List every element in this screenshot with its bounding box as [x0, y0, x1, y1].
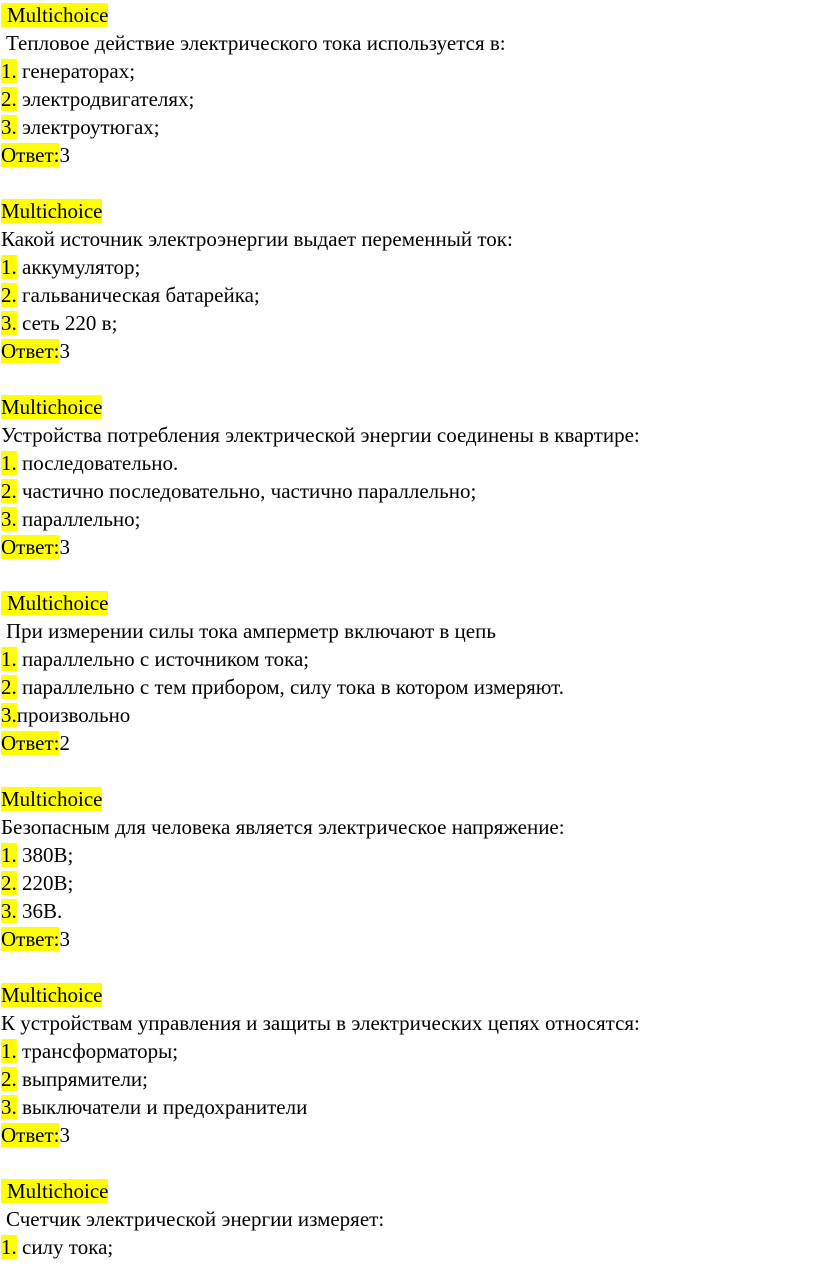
option-number: 3.	[1, 507, 17, 531]
option-item	[0, 505, 816, 533]
option-item	[0, 85, 816, 113]
question-type-line	[0, 1177, 816, 1205]
question-text: При измерении силы тока амперметр включают в цепь	[6, 619, 496, 643]
question-text: Тепловое действие электрического тока используется в:	[6, 31, 506, 55]
option-item	[0, 449, 816, 477]
option-item	[0, 1093, 816, 1121]
option-item	[0, 281, 816, 309]
option-number: 2.	[1, 675, 17, 699]
answer-line	[0, 533, 816, 561]
question-type-line	[0, 197, 816, 225]
option-text: сеть 220 в;	[16, 311, 118, 335]
option-number: 1.	[1, 255, 17, 279]
option-number: 3.	[1, 311, 17, 335]
blank-line	[0, 561, 816, 589]
option-text: произвольно	[16, 703, 131, 727]
option-number: 2.	[1, 479, 17, 503]
option-item	[0, 1037, 816, 1065]
question-type-line	[0, 785, 816, 813]
option-item	[0, 673, 816, 701]
answer-label: Ответ:	[1, 339, 60, 363]
option-text: генераторах;	[16, 59, 136, 83]
blank-line	[0, 365, 816, 393]
option-text: выпрямители;	[16, 1067, 148, 1091]
option-text: силу тока;	[16, 1235, 114, 1259]
answer-line	[0, 925, 816, 953]
option-text: параллельно;	[16, 507, 141, 531]
question-text: Счетчик электрической энергии измеряет:	[6, 1207, 385, 1231]
option-item	[0, 869, 816, 897]
answer-value: 3	[59, 143, 70, 167]
option-number: 2.	[1, 871, 17, 895]
blank-line	[0, 757, 816, 785]
option-text: параллельно с тем прибором, силу тока в котором измеряют.	[16, 675, 565, 699]
option-number: 3.	[1, 115, 17, 139]
answer-line	[0, 337, 816, 365]
option-text: частично последовательно, частично параллельно;	[16, 479, 477, 503]
question-block	[0, 197, 816, 393]
question-type-label: Multichoice	[1, 199, 103, 223]
option-item	[0, 1065, 816, 1093]
answer-line	[0, 729, 816, 757]
option-item	[0, 897, 816, 925]
answer-label: Ответ:	[1, 143, 60, 167]
question-block	[0, 785, 816, 981]
answer-label: Ответ:	[1, 535, 60, 559]
option-number: 1.	[1, 1235, 17, 1259]
option-text: параллельно с источником тока;	[16, 647, 310, 671]
answer-value: 3	[59, 535, 70, 559]
answer-label: Ответ:	[1, 1123, 60, 1147]
answer-line	[0, 141, 816, 169]
question-text: К устройствам управления и защиты в электрических цепях относятся:	[1, 1011, 640, 1035]
question-type-line	[0, 589, 816, 617]
question-type-line	[0, 981, 816, 1009]
answer-label: Ответ:	[1, 927, 60, 951]
option-item	[0, 477, 816, 505]
question-type-label: Multichoice	[1, 3, 108, 27]
question-type-line	[0, 393, 816, 421]
option-number: 2.	[1, 283, 17, 307]
option-number: 3.	[1, 703, 17, 727]
question-text: Безопасным для человека является электрическое напряжение:	[1, 815, 565, 839]
answer-value: 2	[59, 731, 70, 755]
option-text: гальваническая батарейка;	[16, 283, 260, 307]
option-item	[0, 309, 816, 337]
blank-line	[0, 953, 816, 981]
option-item	[0, 645, 816, 673]
answer-value: 3	[59, 1123, 70, 1147]
option-number: 2.	[1, 87, 17, 111]
option-number: 1.	[1, 1039, 17, 1063]
answer-line	[0, 1121, 816, 1149]
option-text: электродвигателях;	[16, 87, 195, 111]
question-type-label: Multichoice	[1, 983, 103, 1007]
option-number: 1.	[1, 843, 17, 867]
option-item	[0, 1233, 816, 1261]
option-text: последовательно.	[16, 451, 179, 475]
option-text: выключатели и предохранители	[16, 1095, 308, 1119]
option-text: 220В;	[16, 871, 74, 895]
question-block	[0, 981, 816, 1177]
option-item	[0, 701, 816, 729]
option-item	[0, 841, 816, 869]
option-item	[0, 253, 816, 281]
option-text: трансформаторы;	[16, 1039, 179, 1063]
question-type-label: Multichoice	[1, 787, 103, 811]
option-number: 1.	[1, 451, 17, 475]
option-text: 380В;	[16, 843, 74, 867]
question-block	[0, 589, 816, 785]
option-number: 2.	[1, 1067, 17, 1091]
question-text: Устройства потребления электрической энергии соединены в квартире:	[1, 423, 640, 447]
question-type-label: Multichoice	[1, 591, 108, 615]
option-item	[0, 113, 816, 141]
question-block	[0, 393, 816, 589]
question-block	[0, 1, 816, 197]
blank-line	[0, 169, 816, 197]
option-number: 1.	[1, 59, 17, 83]
question-type-line	[0, 1, 816, 29]
option-number: 3.	[1, 1095, 17, 1119]
answer-label: Ответ:	[1, 731, 60, 755]
question-text: Какой источник электроэнергии выдает переменный ток:	[1, 227, 513, 251]
option-text: аккумулятор;	[16, 255, 141, 279]
answer-value: 3	[59, 339, 70, 363]
blank-line	[0, 1149, 816, 1177]
option-text: 36В.	[16, 899, 63, 923]
option-number: 1.	[1, 647, 17, 671]
answer-value: 3	[59, 927, 70, 951]
option-item	[0, 57, 816, 85]
question-type-label: Multichoice	[1, 395, 103, 419]
option-text: электроутюгах;	[16, 115, 160, 139]
question-block	[0, 1177, 816, 1261]
option-number: 3.	[1, 899, 17, 923]
question-type-label: Multichoice	[1, 1179, 108, 1203]
